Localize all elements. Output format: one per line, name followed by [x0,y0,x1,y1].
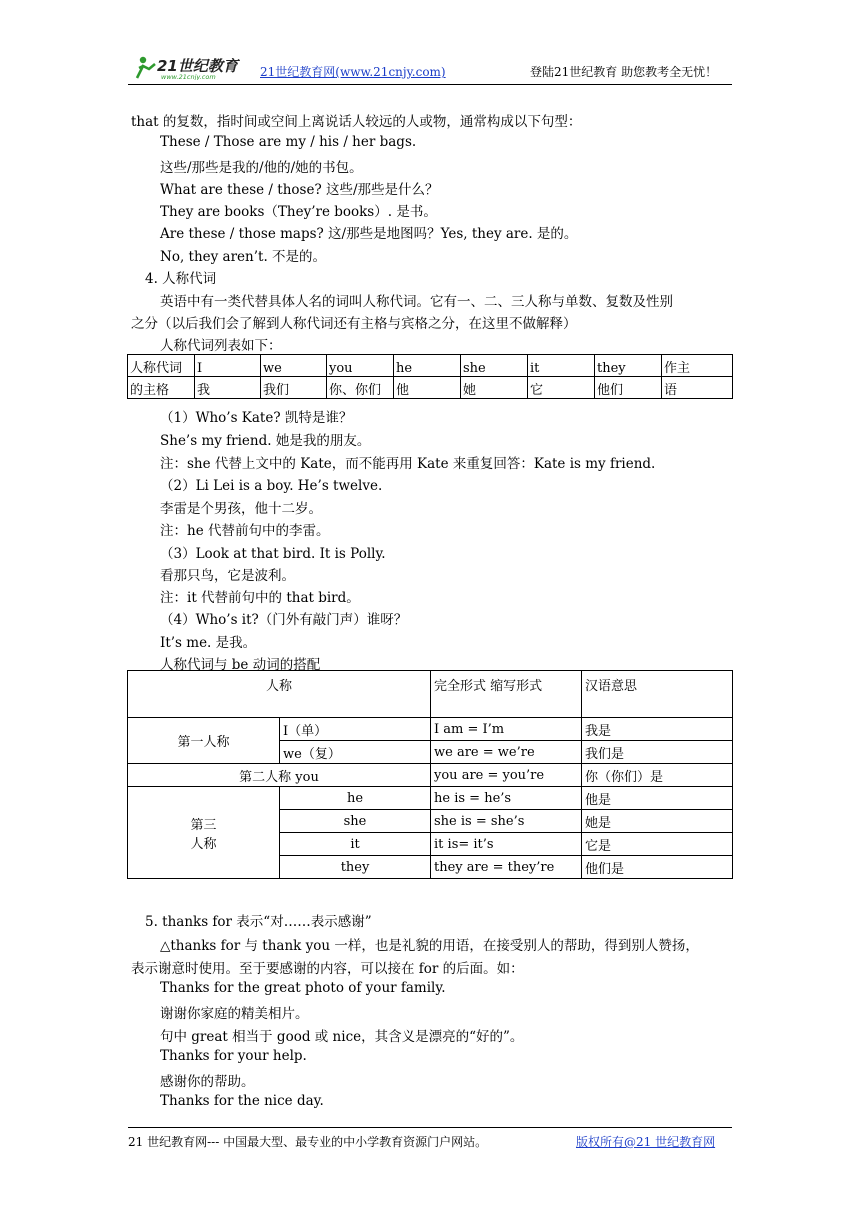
pronoun-table [127,354,733,399]
table-row [128,671,733,718]
table-cell: 作主 [662,355,733,377]
table-cell: 他们是 [582,856,733,879]
table-cell: 他 [394,377,461,399]
table-cell: they are = they’re [431,856,582,879]
table-cell: 你、你们 [327,377,394,399]
be-verb-table [127,670,733,879]
text-line: No, they aren’t. 不是的。 [160,249,327,265]
table-cell: we are = we’re [431,741,582,764]
third-person-label-1: 第三 [190,817,217,833]
site-logo [133,54,255,80]
table-cell: they [595,355,662,377]
text-line: They are books（They’re books）. 是书。 [160,204,437,220]
text-line: （2）Li Lei is a boy. He’s twelve. [160,478,383,494]
table-cell: 他是 [582,787,733,810]
svg-text:21世纪教育: 21世纪教育 [157,57,238,75]
table-cell: 人称代词 [128,355,195,377]
header-slogan: 登陆21世纪教育 助您教考全无忧！ [530,65,718,79]
table-cell: she [461,355,528,377]
table-cell: 我是 [582,718,733,741]
table-cell: they [280,856,431,879]
text-line: These / Those are my / his / her bags. [160,134,417,150]
table-header-cell: 汉语意思 [582,671,733,718]
table-cell: 第二人称 you [128,764,431,787]
text-line: She’s my friend. 她是我的朋友。 [160,433,371,449]
header-rule [128,84,732,85]
table-cell: it is= it’s [431,833,582,856]
text-line: （4）Who’s it?（门外有敲门声）谁呀？ [160,612,408,628]
text-line: Are these / those maps? 这/那些是地图吗？Yes, they are. 是的。 [160,226,578,242]
copyright-link[interactable]: 版权所有@21 世纪教育网 [576,1135,716,1149]
text-line: 感谢你的帮助。 [160,1074,255,1090]
table-cell: it [280,833,431,856]
text-line: Thanks for your help. [160,1048,307,1064]
table-cell: she [280,810,431,833]
text-line: （3）Look at that bird. It is Polly. [160,546,386,562]
table-header-cell: 人称 [128,671,431,718]
section-heading: 5. thanks for 表示“对……表示感谢” [145,914,372,930]
table-cell: 它 [528,377,595,399]
table-cell: 我 [195,377,261,399]
footer-text: 21 世纪教育网--- 中国最大型、最专业的中小学教育资源门户网站。 [128,1135,488,1149]
table-cell: 的主格 [128,377,195,399]
table-header-cell: 完全形式 缩写形式 [431,671,582,718]
table-cell: it [528,355,595,377]
third-person-label-2: 人称 [190,836,217,852]
table-row [128,787,733,810]
table-cell: 我们 [261,377,327,399]
table-row [128,718,733,741]
table-cell: we [261,355,327,377]
text-line: 句中 great 相当于 good 或 nice，其含义是漂亮的“好的”。 [160,1029,524,1045]
table-cell: 第一人称 [128,718,280,764]
table-cell: 你（你们）是 [582,764,733,787]
text-line: It’s me. 是我。 [160,635,257,651]
text-line: 这些/那些是我的/他的/她的书包。 [160,160,363,176]
table-row [128,377,733,399]
table-cell: I [195,355,261,377]
text-line: 看那只鸟，它是波利。 [160,568,295,584]
table-row [128,355,733,377]
text-line: 注：she 代替上文中的 Kate，而不能再用 Kate 来重复回答：Kate is my friend. [160,456,656,472]
text-line: （1）Who’s Kate? 凯特是谁？ [160,410,353,426]
table-cell: you are = you’re [431,764,582,787]
table-cell: he [394,355,461,377]
text-line: △thanks for 与 thank you 一样，也是礼貌的用语，在接受别人的帮助，得到别人赞扬， [160,938,699,954]
table-cell: 语 [662,377,733,399]
text-line: 李雷是个男孩，他十二岁。 [160,501,322,517]
table-cell [128,787,280,879]
text-line: 人称代词与 be 动词的搭配 [160,657,321,673]
table-row [128,764,733,787]
text-line: Thanks for the great photo of your family. [160,980,446,996]
text-line: 谢谢你家庭的精美相片。 [160,1006,309,1022]
text-line: 注：it 代替前句中的 that bird。 [160,590,360,606]
table-cell: he is = he’s [431,787,582,810]
text-line: 表示谢意时使用。至于要感谢的内容，可以接在 for 的后面。如： [131,961,524,977]
text-line: What are these / those? 这些/那些是什么？ [160,182,439,198]
table-cell: 我们是 [582,741,733,764]
table-cell: 她 [461,377,528,399]
text-line: 人称代词列表如下： [160,338,282,354]
table-cell: she is = she’s [431,810,582,833]
table-cell: he [280,787,431,810]
text-line: 之分（以后我们会了解到人称代词还有主格与宾格之分，在这里不做解释） [131,316,577,332]
table-cell: 它是 [582,833,733,856]
text-line: Thanks for the nice day. [160,1093,324,1109]
text-line: 英语中有一类代替具体人名的词叫人称代词。它有一、二、三人称与单数、复数及性别 [160,294,673,310]
table-cell: 她是 [582,810,733,833]
site-home-link[interactable]: 21世纪教育网(www.21cnjy.com) [260,65,446,79]
table-cell: we（复） [280,741,431,764]
svg-text:www.21cnjy.com: www.21cnjy.com [161,73,216,80]
table-cell: you [327,355,394,377]
section-heading: 4. 人称代词 [145,271,217,287]
text-line: 注：he 代替前句中的李雷。 [160,523,330,539]
table-cell: I（单） [280,718,431,741]
footer-rule [128,1127,732,1128]
table-cell: 他们 [595,377,662,399]
table-cell: I am = I’m [431,718,582,741]
text-line: that 的复数，指时间或空间上离说话人较远的人或物，通常构成以下句型： [131,114,582,130]
